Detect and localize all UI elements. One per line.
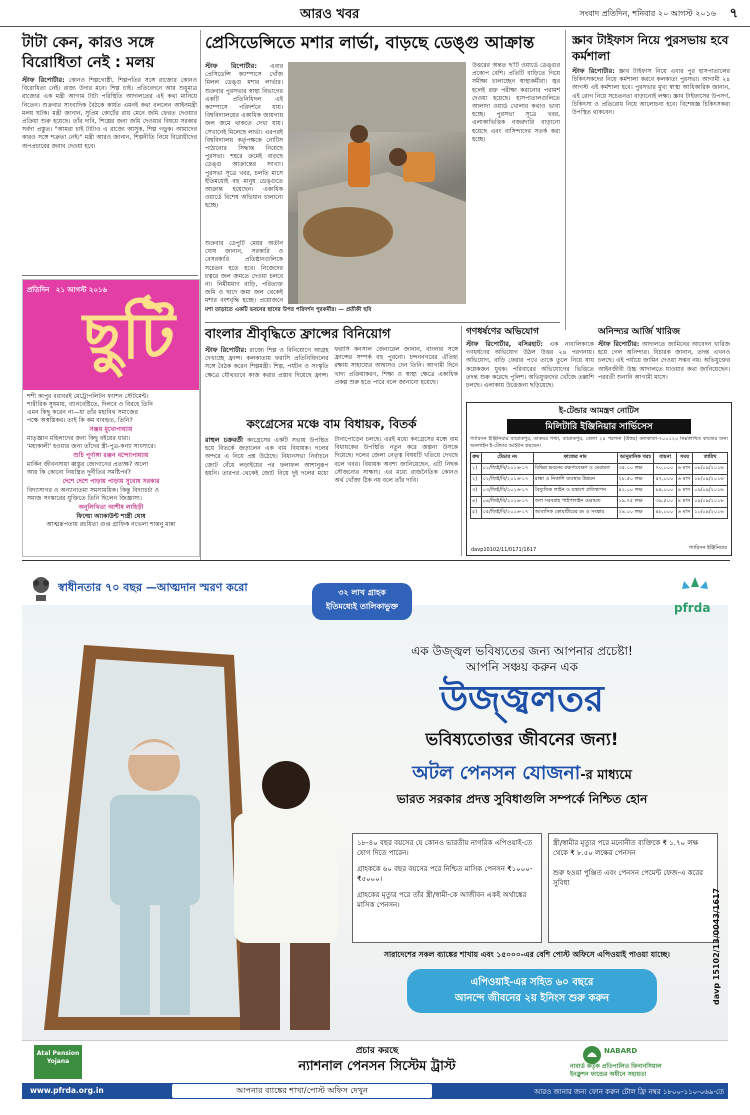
photo-dengue (288, 62, 466, 304)
column-rule (461, 326, 462, 556)
divider (205, 322, 560, 323)
table-row: ২) ০২/জিই/বি/২০১৬-১৭ রাস্তা ও নিকাশি ব্যবস্থার উন্নয়ন ২৮.৫০ লক্ষ ৫৭,০০০ ৬ মাস ০৮/০৯/২০১৬ (471, 475, 728, 486)
nabard-tagline: নাবার্ড কর্তৃক প্রতিপালিত ফিনানসিয়াল ইনক্লুশন ফান্ডের অধীনে সহায়তা (570, 1063, 662, 1078)
page-number: ৭ (729, 6, 738, 21)
subscriber-badge: ৩২ লাখ গ্রাহক ইতিমধ্যেই তালিকাভুক্ত (312, 583, 412, 620)
footer-helpline: আরও জানার জন্য ফোন করুন টোল ফ্রি নম্বর ১৮০০-১১০-০৬৯-তে (534, 1088, 724, 1096)
ad-availability: সারাদেশের সকল ব্যাঙ্কের শাখায় এবং ১৫০০০-এর বেশি পোস্ট অফিসে এপিওয়াই পাওয়া যাচ্ছে। (383, 950, 670, 959)
story-france-body: স্টাফ রিপোর্টার: রাজ্যে শিল্প ও বিনিয়োগে আগ্রহ দেখাচ্ছে ফ্রান্স। কলকাতায় ফরাসি প্রতিনিধিদলের সঙ্গে বৈঠক করেন শিল্পমন্ত্রী। শিল্প, পর্যটন ও সংস্কৃতি ক্ষেত্রে যৌথভাবে কাজ করার প্রস্তাব দিয়েছে ফ্রান্স। ফরাসি কনসাল জেনারেল জানান, বাংলার সঙ্গে ফ্রান্সের সম্পর্ক বহু পুরনো। চন্দননগরের ঐতিহ্য রক্ষায় সাহায্যের আশ্বাসও দেন তিনি। আগামী দিনে খাদ্য প্রক্রিয়াকরণ, শিক্ষা ও স্বাস্থ্য ক্ষেত্রে একাধিক প্রকল্প শুরু হতে পারে বলে জানানো হয়েছে। (205, 346, 458, 386)
section-title: আরও খবর (300, 7, 360, 22)
chhuti-title: ছুটি (83, 300, 175, 374)
chhuti-author-1: সঞ্জয় মুখোপাধ্যায় (89, 426, 133, 433)
chhuti-promo (22, 279, 200, 557)
story-congress-body: রাহুল চক্রবর্তী কংগ্রেসের একটি সভায় উপস্থিত হয়ে বিতর্কে জড়ালেন এক বাম বিধায়ক। দলের অন্দরে এ নিয়ে প্রশ্ন উঠেছে। বিধানসভা নির্বাচনে জোট বেঁধে লড়াইয়ের পর ফলাফল আশানুরূপ হয়নি। তারপর থেকেই জোট নিয়ে দুই দলের মধ্যে টানাপোড়েন চলছে। এরই মধ্যে কংগ্রেসের মঞ্চে বাম বিধায়কের উপস্থিতি নতুন করে জল্পনা উসকে দিয়েছে। দলের জেলা নেতৃত্ব বিষয়টি খতিয়ে দেখছে বলে খবর। বিধায়ক অবশ্য জানিয়েছেন, এটি নিছক সৌজন্যের সাক্ষাৎ। এর মধ্যে রাজনৈতিক কোনও অর্থ খোঁজা ঠিক নয় বলে তাঁর দাবি। (205, 436, 458, 485)
photo-illustration (288, 62, 466, 304)
apy-logo: Atal Pension Yojana (34, 1045, 82, 1079)
headline-typhus: স্ক্রাব টাইফাস নিয়ে পুরসভায় হবে কর্মশালা (572, 33, 729, 63)
ad-line-1: এক উজ্জ্বল ভবিষ্যতের জন্য আপনার প্রচেষ্টা! (411, 644, 633, 658)
benefits-right (548, 833, 718, 943)
headline-anindya: অনিন্দ্যর আর্জি খারিজ (598, 327, 681, 337)
headline-france: বাংলার শ্রীবৃদ্ধিতে ফ্রান্সের বিনিয়োগ (205, 327, 391, 342)
notice-signer: গ্যারিসন ইঞ্জিনিয়ার (688, 545, 727, 551)
headline-malay: টাটা কেন, কারও সঙ্গে বিরোধিতা নেই : মলয় (22, 33, 155, 71)
ad-line-4: ভারত সরকার প্রদত্ত সুবিধাগুলি সম্পর্কে নিশ্চিত হোন (396, 792, 648, 806)
notice-intro: গ্যারিসন ইঞ্জিনিয়ার ব্যারাকপুর, ডাকঘর পল্টা, ব্যারাকপুর, জেলা ২৪ পরগনা (উত্তর) কলকাতা-৭০০১২০ নিম্নলিখিত কাজের জন্য অনলাইন ই-টেন্ডার আহ্বান করছেন। (470, 436, 728, 449)
footer-url[interactable]: www.pfrda.org.in (30, 1086, 104, 1095)
notice-subtitle: মিলিটারি ইঞ্জিনিয়ার সার্ভিসেস (507, 419, 691, 434)
story-france (205, 326, 458, 410)
presenter-name: ন্যাশনাল পেনসন সিস্টেম ট্রাস্ট (298, 1059, 456, 1074)
story-congress (205, 416, 458, 552)
ad-bottom-strip (22, 1040, 728, 1083)
benefit-item: শুরু হওয়া পুঞ্জিত এবং পেনসন পেমেন্ট ফেজ-এ করের সুবিধা (553, 869, 704, 887)
benefit-item: ১৮-৪০ বছর বয়সের যে কোনও ভারতীয় নাগরিক এপিওয়াই-তে যোগ দিতে পারেন। (357, 839, 533, 857)
photo-caption: মশা তাড়াতে একটি ভবনের ছাদের উপর পরিদর্শন পুরকর্মীর। — প্রতীকী ছবি (205, 307, 372, 313)
chhuti-extra-1: ফিল্মো অ্যাকাউন্ট শাস্ত্রী ঘোষ (76, 513, 146, 520)
ad-side-code: davp 15102/13/0043/1617 (712, 887, 721, 1005)
presenter-label: প্রচার করছে (355, 1046, 399, 1056)
story-malay-body: স্টাফ রিপোর্টার: কোনও শিল্পগোষ্ঠী, শিল্পপতির সঙ্গে রাজ্যের কোনও বিরোধিতা নেই। রাজ্য উদার মনে। শিল্প চাই। প্রতিবেদনে আর শুধুমাত্র রাজ্যের এক মন্ত্রী আগাম টাটা পরিস্থিতি আদালতের এই কথা মানিয়ে নিতেন। শুক্রবার সাংবাদিক বৈঠকে কার্যত এমনই কথা বললেন আইনমন্ত্রী মলয় ঘটক। মন্ত্রী জানান, সুপ্রিম কোর্টের রায় মেনে জমি ফেরত দেওয়ার প্রক্রিয়া শুরু হয়েছে। তাঁর দাবি, শিল্পের জন্য জমি দেওয়ার বিষয়ে সরকার সর্বদা প্রস্তুত। "আমরা চাই টাটাও এ রাজ্যে আসুক, শিল্প গড়ুক। আমাদের কারও সঙ্গে শত্রুতা নেই।" মন্ত্রী আরও জানান, শিল্পনীতি নিয়ে বিরোধীদের অপপ্রচারের জবাব দেওয়া হবে। (22, 76, 197, 150)
benefits-left (352, 833, 542, 943)
chhuti-author-4: অনুলিখিতা আশীষ লাহিড়ী (78, 504, 144, 511)
ad-tagline: স্বাধীনতার ৭০ বছর —আত্মদান স্মরণ করো (58, 581, 248, 594)
ad-scheme-suffix: -র মাধ্যমে (580, 768, 632, 783)
headline-gandhar: গণধর্ষণের অভিযোগ (466, 327, 539, 337)
tender-notice (466, 402, 732, 556)
chhuti-banner (23, 280, 199, 390)
notice-title: ই-টেন্ডার আমন্ত্রণ নোটিস (558, 406, 640, 415)
divider (22, 275, 198, 276)
story-gandhar-body: স্টাফ রিপোর্টার, বসিরহাট: এক নাবালিকাকে গণধর্ষণের অভিযোগ উঠল উত্তর ২৪ পরগনায়। অভিযোগ, বাড়ি ফেরার পথে তাকে তুলে নিয়ে যায় কয়েকজন যুবক। পরিবারের অভিযোগের ভিত্তিতে তদন্ত শুরু করেছে পুলিশ। অভিযুক্তদের খোঁজে তল্লাশি চলছে। এলাকায় উত্তেজনা ছড়িয়েছে। (466, 340, 594, 390)
story-typhus (572, 32, 730, 317)
notice-code: davp10102/11/0171/1617 (471, 547, 537, 553)
table-row: ১) ০১/জিই/বি/২০১৬-১৭ বিভিন্ন ভবনের রক্ষণাবেক্ষণ ও মেরামত ৩৫.০০ লক্ষ ৭০,০০০ ৬ মাস ০৮/০৯/২০১৬ (471, 464, 728, 475)
ad-illustration (24, 645, 354, 1030)
ad-big-word: উজ্জ্বলতর (440, 679, 604, 720)
story-dengue (205, 32, 560, 54)
story-anindya (598, 326, 730, 400)
table-row: ৩) ০৩/জিই/বি/২০১৬-১৭ বৈদ্যুতিক লাইন ও যন্ত্রাংশ প্রতিস্থাপন ৪২.০০ লক্ষ ৮৪,০০০ ৯ মাস ০৯/০৯/২০১৬ (471, 486, 728, 497)
column-rule (565, 30, 566, 330)
benefit-item: গ্রাহককে ৬০ বছর বয়সের পরে নিশ্চিত মাসিক পেনসন ₹১০০০-₹৫০০০। (357, 865, 533, 883)
story-malay (22, 32, 197, 308)
table-row: ৫) ০৫/জিই/বি/২০১৬-১৭ আবাসিক কোয়ার্টারের রং ও সংস্কার ২৪.০০ লক্ষ ৪৮,০০০ ৬ মাস ১০/০৯/২০১৬ (471, 508, 728, 519)
table-row: ৪) ০৪/জিই/বি/২০১৬-১৭ জল সরবরাহ পাইপলাইন মেরামত ১৯.৭৫ লক্ষ ৩৯,৫০০ ৪ মাস ০৯/০৯/২০১৬ (471, 497, 728, 508)
ad-footer (22, 1083, 728, 1099)
footer-middle: আপনার ব্যাঙ্কের শাখা/পোস্ট অফিস দেখুন (172, 1084, 432, 1098)
chhuti-author-2: শুচি পূর্ণাঙ্গা রঞ্জন বন্দ্যোপাধ্যায় (73, 452, 149, 459)
chhuti-date: ২১ আগস্ট ২০১৬ (55, 286, 108, 294)
benefit-item: গ্রাহকের মৃত্যুর পরে তাঁর স্ত্রী/স্বামী-কে আজীবন একই অর্থাঙ্কের মাসিক পেনসন। (357, 891, 527, 909)
page-header (0, 0, 750, 27)
column-rule (200, 30, 201, 560)
notice-table: ক্রম টেন্ডার নং কাজের নাম আনুমানিক খরচ বায়না সময় তারিখ ১) ০১/জিই/বি/২০১৬-১৭ বিভিন্ন ভবনের রক্ষণাবেক্ষণ ও মেরামত ৩৫.০০ লক্ষ ৭০,০০০ ৬ মাস ০৮/০৯/২০১৬ ২) ০২/জিই/বি/২০১৬-১৭ রাস্তা ও নিকাশি ব্যবস্থার উন্নয়ন ২৮.৫০ লক্ষ ৫৭,০০০ ৬ মাস ০৮/০৯/২০১৬ ৩) ০৩/জিই/বি/২০১৬-১৭ বৈদ্যুতিক লাইন ও যন্ত্রাংশ প্রতিস্থাপন ৪২.০০ লক্ষ ৮৪,০০০ ৯ মাস ০৯/০৯/২০১৬ ৪) ০৪/জিই/বি/২০১৬-১৭ জল সরবরাহ পাইপলাইন মেরামত ১৯.৭৫ লক্ষ ৩৯,৫০০ ৪ মাস ০৯/০৯/২০১৬ ৫) ০৫/জিই/বি/২০১৬-১৭ আবাসিক কোয়ার্টারের রং ও সংস্কার ২৪.০০ লক্ষ ৪৮,০০০ ৬ মাস ১০/০৯/২০১৬ (470, 452, 728, 519)
page-date: সংবাদ প্রতিদিন, শনিবার ২০ আগস্ট ২০১৬ (579, 9, 716, 18)
divider (22, 560, 730, 561)
story-dengue-col1: স্টাফ রিপোর্টার: এবার প্রেসিডেন্সি ক্যাম্পাসে খোঁজ মিলল ডেঙ্গু মশার লার্ভার। শুক্রবার পুরসভার স্বাস্থ্য বিভাগের একটি প্রতিনিধিদল এই ক্যাম্পাসে পরিদর্শনে যায়। বিশ্ববিদ্যালয়ের একাধিক জায়গায় জল জমে থাকতে দেখা যায়। সেখানেই মিলেছে লার্ভা। এরপরই বিশ্ববিদ্যালয় কর্তৃপক্ষকে নোটিস পাঠানোর সিদ্ধান্ত নিয়েছে পুরসভা। শহরে ক্রমেই বাড়ছে ডেঙ্গু আক্রান্তের সংখ্যা। পুরসভা সূত্রে খবর, চলতি মাসে ইতিমধ্যেই বহু মানুষ ডেঙ্গুতে আক্রান্ত হয়েছেন। একাধিক ওয়ার্ডে বিশেষ অভিযান চালানো হচ্ছে। (205, 62, 283, 210)
chhuti-author-3: দেশে দেশে পাড়ায় পাড়ায় সুবোধ সরকার (62, 478, 160, 485)
ad-scheme-name: অটল পেনসন যোজনা (412, 762, 581, 784)
chhuti-extra-2: আত্মরূপতায় রচয়িতা গুপ্ত গ্রাফিক নভেলা শান্তনু মান্না (46, 521, 176, 528)
nabard-logo-icon (582, 1045, 602, 1065)
chhuti-contents: শশী কাপুর বরাবরই মেট্রোপলিটন ফ্যাশন স্টেটমেন্ট। শারীরিক সুষমায়, ব্যানবেষ্টিতে, দিলবে ও বিরহে তিনি এমন কিছু করেন না—যা তাঁর মহাবিথ সমাজের পক্ষে অস্বস্তিকর। তাই কি কম ব্যবহৃত, তিনি? সঞ্জয় মুখোপাধ্যায় মাতৃজ্ঞান মহিলাদের জন্য কিছু বইয়ের ধারা। 'মহাকালী' হওয়ার জন্য তাঁদের স্ত্রী-পুত্র-কন্যা সাংসারে। শুচি পূর্ণাঙ্গা রঞ্জন বন্দ্যোপাধ্যায় মার্কিন জীবনসায়া ধ্বস্তুর জোগানের প্রত্যক্ষ? অলো আর কি কোনো নিয়ন্ত্রিত দুর্নীতির সমষ্টিপর্ব? দেশে দেশে পাড়ায় পাড়ায় সুবোধ সরকার বিদ্যাসাগর ও অন্যান্যতমা সমসাময়িক। কিন্তু বিদ্যাচর্চা ও সমাজ সংস্কারের যুক্তিতে তিনি ছিলেন জিজ্ঞাস্য। অনুলিখিতা আশীষ লাহিড়ী ফিল্মো অ্যাকাউন্ট শাস্ত্রী ঘোষ আত্মরূপতায় রচয়িতা গুপ্ত গ্রাফিক নভেলা শান্তনু মান্না (27, 393, 195, 529)
headline-dengue: প্রেসিডেন্সিতে মশার লার্ভা, বাড়ছে ডেঙ্গু আক্রান্ত (205, 33, 535, 52)
ad-line-3: ভবিষ্যতোত্তর জীবনের জন্য! (425, 730, 619, 750)
story-dengue-col1b: শুক্রবার ডেপুটি মেয়র অতীন ঘোষ জানান, সরকারি ও বেসরকারি প্রতিষ্ঠানগুলিকে সচেতন হতে হবে। নিজেদের চত্বরে জল জমতে দেওয়া চলবে না। নির্মীয়মাণ বাড়ি, পরিত্যক্ত জমি ও ছাদে জমা জল থেকেই মশার বংশবৃদ্ধি হচ্ছে। প্রয়োজনে (205, 240, 283, 305)
benefit-item: স্ত্রী/স্বামীর মৃত্যুর পরে মনোনীত ব্যক্তিকে ₹ ১.৭০ লক্ষ থেকে ₹ ৮.৫০ লক্ষের পেনসন (553, 839, 699, 857)
story-gandhar (466, 326, 594, 400)
ad-line-2: আপনি সঞ্চয় করুন এক (466, 660, 578, 674)
story-typhus-body: স্টাফ রিপোর্টার: স্ক্রাব টাইফাস নিয়ে এবার পুর হাসপাতালের চিকিৎসকদের নিয়ে কর্মশালা করবে কলকাতা পুরসভা। আগামী ২৪ আগস্ট এই কর্মশালা হবে। পুরসভার মুখ্য স্বাস্থ্য আধিকারিক জানান, এই রোগ নিয়ে সচেতনতা বাড়ানোই লক্ষ্য। স্ক্রাব টাইফাসের উপসর্গ, চিকিৎসা ও প্রতিরোধ নিয়ে আলোচনা হবে। বিশেষজ্ঞ চিকিৎসকরা উপস্থিত থাকবেন। (572, 67, 730, 117)
emblem-icon (30, 573, 52, 603)
apy-advertisement (22, 565, 728, 1100)
pfrda-logo-icon (670, 573, 720, 603)
nabard-name: NABARD (604, 1047, 638, 1055)
ad-cta-banner: এপিওয়াই-এর সহিত ৬০ বছরে আনন্দে জীবনের ২য় ইনিংস শুরু করুন (407, 969, 657, 1013)
chhuti-brand: প্রতিদিন (27, 286, 50, 294)
story-dengue-col3: উত্তরের অন্তত ছ'টি ওয়ার্ডে ডেঙ্গুর প্রকোপ বেশি। প্রতিটি বাড়িতে গিয়ে সমীক্ষা চালাচ্ছেন স্বাস্থ্যকর্মীরা। জ্বর হলেই রক্ত পরীক্ষা করানোর পরামর্শ দেওয়া হয়েছে। হাসপাতালগুলিতে আলাদা ওয়ার্ড খোলার কথাও ভাবা হচ্ছে। পুরসভা সূত্রে খবর, এলাকাভিত্তিক নজরদারি বাড়ানো হয়েছে এবং বাসিন্দাদের সতর্ক করা হচ্ছে। (472, 62, 560, 143)
pfrda-logo-text: pfrda (674, 601, 711, 615)
headline-congress: কংগ্রেসের মঞ্চে বাম বিধায়ক, বিতর্ক (246, 417, 417, 431)
story-anindya-body: স্টাফ রিপোর্টার: আদালতে জামিনের আবেদন খারিজ হয়ে গেল অনিন্দ্যর। বিচারক জানান, তদন্ত এখনও চলছে। এই পর্যায়ে জামিন দেওয়া সম্ভব নয়। অভিযুক্তের আইনজীবী উচ্চ আদালতে যাওয়ার কথা জানিয়েছেন। পরবর্তী শুনানি আগামী মাসে। (598, 340, 730, 381)
